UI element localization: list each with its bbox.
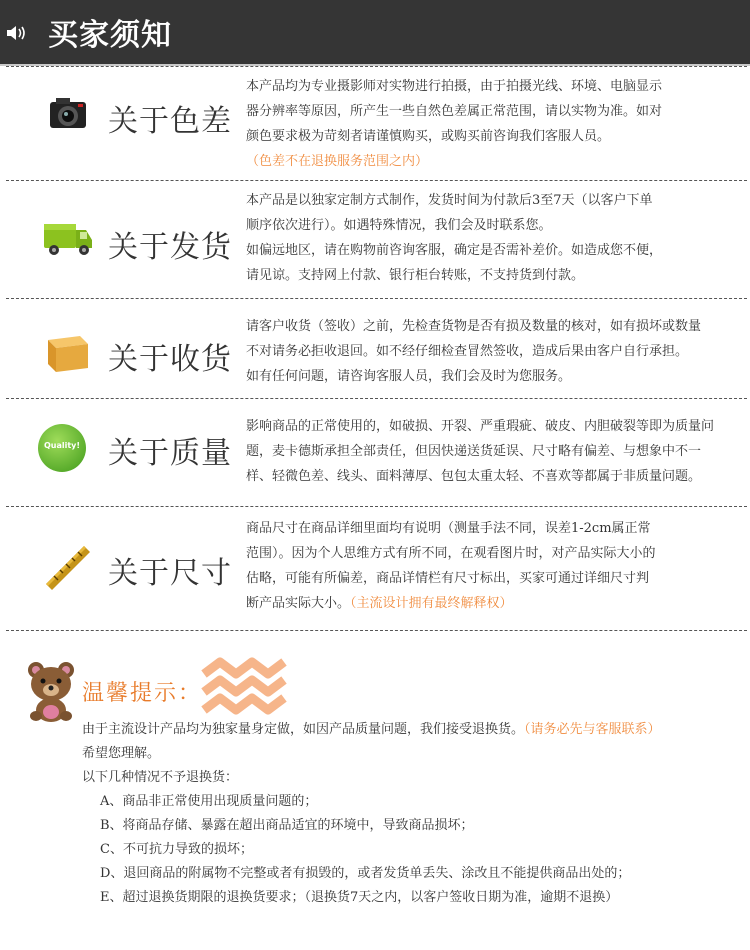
- section-note: （主流设计拥有最终解释权）: [350, 596, 513, 611]
- camera-icon: [40, 88, 96, 144]
- text-line: 样、轻微色差、线头、面料薄厚、包包太重太轻、不喜欢等都属于非质量问题。: [246, 469, 702, 484]
- text-line: 本产品是以独家定制方式制作，发货时间为付款后3至7天（以客户下单: [246, 193, 653, 208]
- section-heading-quality: 关于质量: [108, 436, 232, 471]
- text-line: 商品尺寸在商品详细里面均有说明（测量手法不同，误差1-2cm属正常: [246, 521, 651, 536]
- section-heading-size: 关于尺寸: [108, 556, 232, 591]
- tips-body: [82, 718, 742, 910]
- section-body-receiving: [246, 314, 716, 389]
- text-line: 不对请务必拒收退回。如不经仔细检查冒然签收，造成后果由客户自行承担。: [246, 344, 689, 359]
- divider: [6, 506, 747, 507]
- tips-title: 温馨提示：: [82, 681, 203, 706]
- zigzag-decoration-icon: [200, 656, 290, 716]
- section-heading-color: 关于色差: [108, 104, 232, 139]
- header-bar: [0, 0, 750, 66]
- text-line: 范围）。因为个人思维方式有所不同，在观看图片时，对产品实际大小的: [246, 546, 656, 561]
- text-line: 题，麦卡德斯承担全部责任，但因快递送货延误、尺寸略有偏差、与想象中不一: [246, 444, 702, 459]
- text-line: 本产品均为专业摄影师对实物进行拍摄，由于拍摄光线、环境、电脑显示: [246, 79, 663, 94]
- text-line: 估略，可能有所偏差，商品详情栏有尺寸标出，买家可通过详细尺寸判: [246, 571, 650, 586]
- text-line: 顺序依次进行）。如遇特殊情况，我们会及时联系您。: [246, 218, 552, 233]
- text-line: 由于主流设计产品均为独家量身定做，如因产品质量问题，我们接受退换货。: [82, 722, 525, 737]
- text-line: 影响商品的正常使用的，如破损、开裂、严重瑕疵、破皮、内胆破裂等即为质量问: [246, 419, 715, 434]
- quality-badge-label: Quality!: [43, 441, 81, 450]
- section-heading-receiving: 关于收货: [108, 342, 232, 377]
- text-line: 请见谅。支持网上付款、银行柜台转账，不支持货到付款。: [246, 268, 585, 283]
- teddy-bear-icon: [22, 660, 80, 722]
- text-line: 希望您理解。: [82, 746, 161, 761]
- section-heading-shipping: 关于发货: [108, 230, 232, 265]
- section-body-size: [246, 516, 716, 616]
- divider: [6, 66, 747, 67]
- list-item: A、商品非正常使用出现质量问题的；: [100, 794, 318, 809]
- list-item: D、退回商品的附属物不完整或者有损毁的，或者发货单丢失、涂改且不能提供商品出处的；: [100, 866, 631, 881]
- divider: [6, 180, 747, 181]
- text-line: 请客户收货（签收）之前，先检查货物是否有损及数量的核对，如有损坏或数量: [246, 319, 702, 334]
- section-note: （色差不在退换服务范围之内）: [246, 154, 429, 169]
- delivery-truck-icon: [40, 210, 96, 266]
- measuring-ruler-icon: [40, 540, 96, 596]
- text-line: 器分辨率等原因，所产生一些自然色差属正常范围，请以实物为准。如对: [246, 104, 663, 119]
- text-line: 如偏远地区，请在购物前咨询客服，确定是否需补差价。如造成您不便，: [246, 243, 663, 258]
- text-line: 如有任何问题，请咨询客服人员，我们会及时为您服务。: [246, 369, 572, 384]
- divider: [6, 630, 747, 631]
- divider: [6, 298, 747, 299]
- tips-note: （请务必先与客服联系）: [524, 722, 661, 737]
- package-box-icon: [40, 322, 96, 378]
- list-item: B、将商品存储、暴露在超出商品适宜的环境中，导致商品损坏；: [100, 818, 474, 833]
- text-line: 以下几种情况不予退换货：: [82, 770, 239, 785]
- list-item: C、不可抗力导致的损坏；: [100, 842, 253, 857]
- speaker-icon: [6, 24, 28, 42]
- section-body-quality: [246, 414, 716, 489]
- page-title: 买家须知: [48, 18, 172, 53]
- quality-badge-icon: [38, 424, 86, 472]
- text-line: 颜色要求极为苛刻者请谨慎购买，或购买前咨询我们客服人员。: [246, 129, 611, 144]
- section-body-color: [246, 74, 716, 174]
- divider: [6, 398, 747, 399]
- section-body-shipping: [246, 188, 716, 288]
- text-line: 断产品实际大小。: [246, 596, 351, 611]
- list-item: E、超过退换货期限的退换货要求；（退换货7天之内，以客户签收日期为准，逾期不退换）: [100, 890, 619, 905]
